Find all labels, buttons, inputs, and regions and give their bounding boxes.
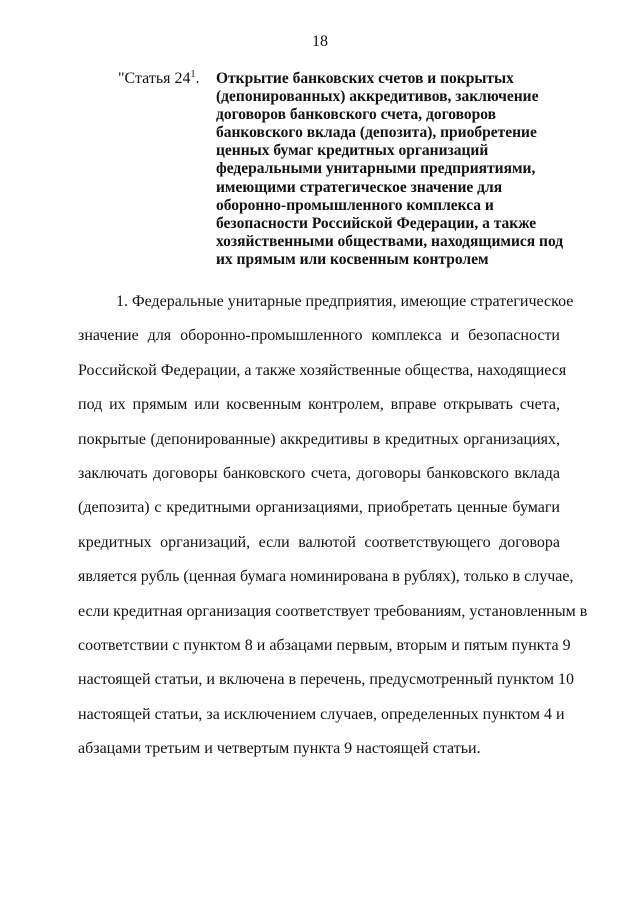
article-label-text: "Статья 24 <box>118 70 191 87</box>
article-label <box>118 70 200 88</box>
paragraph-line: покрытые (депонированные) аккредитивы в кредитных организациях, <box>78 430 560 448</box>
paragraph-line: кредитных организаций, если валютой соответствующего договора <box>78 533 560 551</box>
paragraph-line: Российской Федерации, а также хозяйственные общества, находящиеся <box>78 361 567 379</box>
paragraph-line: является рубль (ценная бумага номинирована в рублях), только в случае, <box>78 568 574 586</box>
article-title <box>216 70 576 269</box>
article-title-line: безопасности Российской Федерации, а также <box>216 214 537 232</box>
article-title-line: федеральными унитарными предприятиями, <box>216 160 536 178</box>
article-title-line: Открытие банковских счетов и покрытых <box>216 70 514 87</box>
paragraph-line: абзацами третьим и четвертым пункта 9 настоящей статьи. <box>78 740 481 758</box>
article-title-line: имеющими стратегическое значение для <box>216 178 503 196</box>
article-label-suffix: . <box>195 70 200 87</box>
article-paragraph-1 <box>78 291 588 772</box>
article-title-line: ценных бумаг кредитных организаций <box>216 142 489 160</box>
paragraph-line: настоящей статьи, за исключением случаев, определенных пунктом 4 и <box>78 705 565 723</box>
paragraph-line: если кредитная организация соответствует требованиям, установленным в <box>78 602 588 620</box>
paragraph-line: настоящей статьи, и включена в перечень, предусмотренный пунктом 10 <box>78 671 574 689</box>
paragraph-line: соответствии с пунктом 8 и абзацами первым, вторым и пятым пункта 9 <box>78 636 571 654</box>
paragraph-line: заключать договоры банковского счета, договоры банковского вклада <box>78 464 560 482</box>
article-label-superscript: 1 <box>190 69 196 80</box>
article-title-line: (депонированных) аккредитивов, заключение <box>216 88 539 106</box>
article-title-line: их прямым или косвенным контролем <box>216 250 489 268</box>
paragraph-line: значение для оборонно-промышленного комплекса и безопасности <box>78 327 560 345</box>
article-title-line: банковского вклада (депозита), приобретение <box>216 124 537 142</box>
article-title-line: оборонно-промышленного комплекса и <box>216 196 494 214</box>
page-number: 18 <box>312 33 328 50</box>
article-title-line: договоров банковского счета, договоров <box>216 106 497 124</box>
paragraph-line: под их прямым или косвенным контролем, вправе открывать счета, <box>78 396 560 414</box>
paragraph-line: (депозита) с кредитными организациями, приобретать ценные бумаги <box>78 499 560 517</box>
article-title-line: хозяйственными обществами, находящимися под <box>216 232 564 250</box>
paragraph-line: 1. Федеральные унитарные предприятия, имеющие стратегическое <box>116 293 574 310</box>
